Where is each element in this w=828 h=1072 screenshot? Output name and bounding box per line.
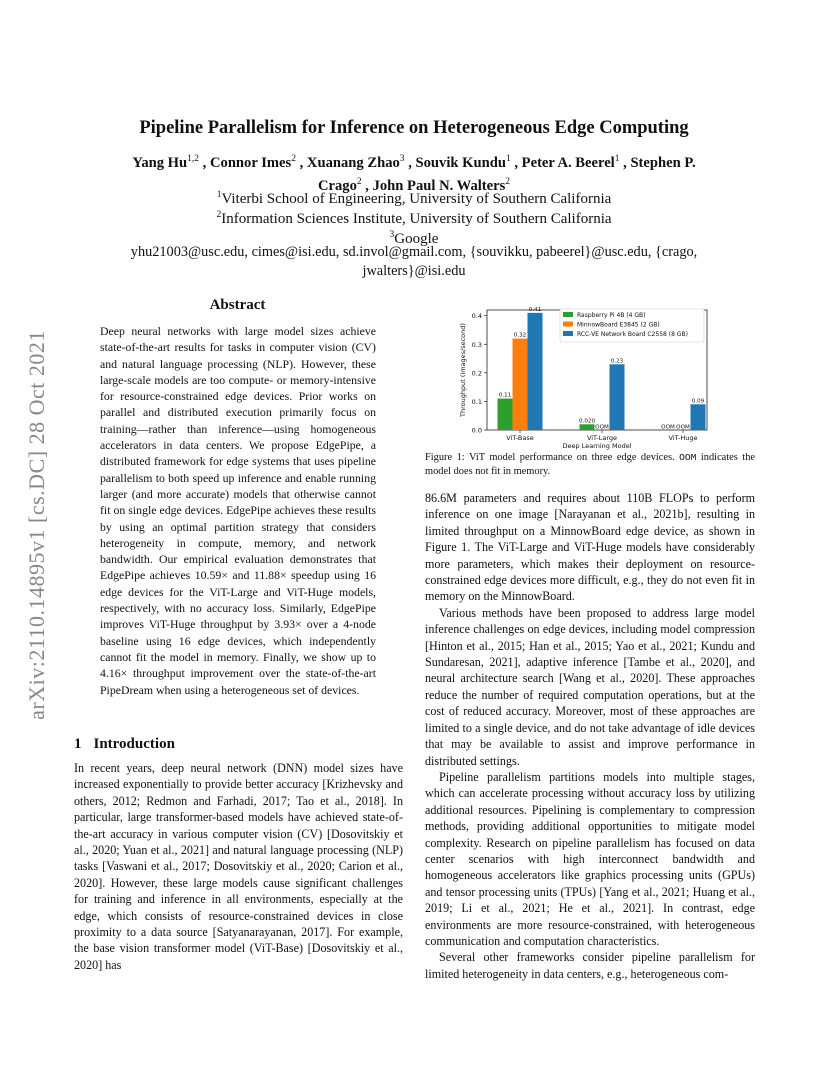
bar-value-label: 0.11	[498, 392, 512, 399]
bar-value-label: 0.32	[513, 332, 527, 339]
author: Connor Imes	[209, 154, 292, 171]
affiliation-text: Viterbi School of Engineering, University of Southern California	[221, 191, 612, 207]
author-line-2: Crago$^2$ , John Paul N. Walters$^2$	[317, 176, 511, 194]
author: Crago	[317, 177, 357, 194]
legend-swatch	[563, 322, 573, 327]
right-column	[425, 490, 755, 982]
bar	[691, 404, 706, 430]
y-tick-label: 0.0	[471, 426, 482, 435]
section-heading	[74, 736, 175, 753]
legend-swatch	[563, 312, 573, 317]
abstract-body: Deep neural networks with large model sizes achieve state-of-the-art results for tasks in computer vision (CV) and natural language processing (NLP). However, these large-scale models are too compute- or memory-intensive for resource-constrained edge devices. Prior works on parallel and distributed execution primarily focus on training—rather than inference—using homogeneous accelerators in data centers. We propose EdgePipe, a distributed framework for edge systems that uses pipeline parallelism to both speed up inference and enable running larger (and more accurate) models that otherwise cannot fit on single edge devices. EdgePipe achieves these results by using an optimal partition strategy that considers heterogeneity in compute, memory, and network bandwidth. Our empirical evaluation demonstrates that EdgePipe achieves 10.59× and 11.88× speedup using 16 edge devices for the ViT-Large and ViT-Huge models, respectively, with no accuracy loss. Similarly, EdgePipe improves ViT-Huge throughput by 3.93× over a 4-node baseline using 16 edge devices, which independently cannot fit the model in memory. Finally, we show up to 4.16× throughput improvement over the state-of-the-art PipeDream when using a heterogeneous set of devices.	[100, 324, 376, 697]
affiliation-mark: 1	[216, 190, 222, 200]
x-axis-label: Deep Learning Model	[562, 442, 632, 450]
author-affiliation-mark: 2	[291, 154, 296, 164]
affiliation-mark: 2	[216, 210, 222, 220]
caption-text: indicates the model does not fit in memory.	[425, 452, 755, 477]
bar	[513, 339, 528, 430]
author: Yang Hu	[132, 154, 188, 171]
arxiv-identifier: arXiv:2110.14895v1 [cs.DC] 28 Oct 2021	[24, 330, 49, 720]
y-tick-label: 0.3	[471, 340, 482, 349]
y-tick-label: 0.1	[471, 397, 482, 406]
section-number: 1	[74, 736, 82, 752]
figure-caption	[425, 451, 755, 479]
legend-label: MinnowBoard E3845 (2 GB)	[577, 321, 660, 329]
author-emails	[74, 243, 754, 281]
email-line: yhu21003@usc.edu, cimes@isi.edu, sd.invol@gmail.com, {souvikku, pabeerel}@usc.edu, {crago,	[130, 244, 698, 260]
bar	[580, 424, 595, 430]
x-tick-label: ViT-Huge	[668, 434, 698, 442]
author-affiliation-mark: 1	[505, 154, 511, 164]
author-affiliation-mark: 3	[399, 154, 405, 164]
legend-label: RCC-VE Network Board C2558 (8 GB)	[577, 331, 688, 338]
bar-oom-label: OOM	[676, 424, 690, 431]
author: Stephen P.	[630, 154, 696, 171]
y-axis-label: Throughput (images/second)	[459, 323, 467, 417]
chart-legend	[560, 309, 704, 342]
y-tick-label: 0.4	[471, 312, 482, 321]
legend-label: Raspberry Pi 4B (4 GB)	[577, 312, 646, 319]
bar-value-label: 0.41	[528, 306, 542, 313]
author-affiliation-mark: 1,2	[187, 154, 200, 164]
affiliation-mark: 3	[389, 230, 395, 240]
paragraph: Pipeline parallelism partitions models into multiple stages, which can accelerate processing without accuracy loss by utilizing additional resources. Pipelining is complementary to compression methods, providing additional opportunities to mitigate model complexity. Research on pipeline parallelism has focused on data center scenarios with high interconnect bandwidth and homogeneous accelerators like graphics processing units (GPUs) and tensor processing units (TPUs) [Yang et al., 2021; Huang et al., 2019; Li et al., 2021; He et al., 2021]. In contrast, edge environments are more resource-constrained, with heterogeneous communication and computation characteristics.	[425, 769, 755, 948]
paragraph: Several other frameworks consider pipeline parallelism for limited heterogeneity in data centers, e.g., heterogeneous com-	[425, 950, 755, 981]
affiliation-text: Google	[394, 231, 439, 247]
x-tick-label: ViT-Base	[506, 434, 534, 442]
paragraph: In recent years, deep neural network (DNN) model sizes have increased exponentially to provide better accuracy [Krizhevsky and others, 2012; Redmon and Farhadi, 2017; Tao et al., 2018]. In particular, large transformer-based models have achieved state-of-the-art accuracy in various computer vision (CV) [Dosovitskiy et al., 2020; Yuan et al., 2021] and natural language processing (NLP) tasks [Vaswani et al., 2017; Dosovitskiy et al., 2020; Carion et al., 2020]. However, these large models cause significant challenges for training and inference in all environments, especially at the edge, which consists of resource-constrained devices in close proximity to a data source [Satyanarayanan, 2017]. For example, the base vision transformer model (ViT-Base) [Dosovitskiy et al., 2020] has	[74, 761, 403, 972]
author-line-1: Yang Hu$^{1,2}$ , Connor Imes$^2$ , Xuanang Zhao$^3$ , Souvik Kundu$^1$ , Peter A. Beerel$^1$ , Stephen P.	[132, 154, 696, 171]
author-affiliation-mark: 2	[356, 176, 362, 187]
legend-swatch	[563, 331, 573, 336]
author: Xuanang Zhao	[306, 154, 400, 171]
email-line: jwalters}@isi.edu	[362, 263, 466, 279]
bar	[528, 313, 543, 430]
author: Peter A. Beerel	[521, 154, 615, 171]
caption-text: Figure 1: ViT model performance on three edge devices.	[425, 452, 680, 463]
section-title: Introduction	[93, 736, 175, 752]
author-affiliation-mark: 2	[505, 176, 511, 187]
y-tick-label: 0.2	[471, 369, 482, 378]
x-tick-label: ViT-Large	[586, 434, 618, 442]
bar-oom-label: OOM	[595, 424, 609, 431]
bar-value-label: 0.09	[691, 398, 705, 405]
affiliation-text: Information Sciences Institute, University of Southern California	[221, 211, 612, 227]
intro-column	[74, 760, 403, 973]
throughput-bar-chart	[455, 302, 725, 452]
caption-code: OOM	[679, 452, 697, 463]
paragraph: 86.6M parameters and requires about 110B FLOPs to perform inference on one image [Narayanan et al., 2021b], resulting in limited throughput on a MinnowBoard edge device, as shown in Figure 1. The ViT-Large and ViT-Huge models have considerably more parameters, which makes their deployment on resource-constrained edge devices more difficult, e.g., they do not even fit in memory on the MinnowBoard.	[425, 491, 755, 604]
bar-value-label: 0.23	[610, 358, 624, 365]
author-affiliation-mark: 1	[614, 154, 620, 164]
author: John Paul N. Walters	[372, 177, 506, 194]
paper-title: Pipeline Parallelism for Inference on Heterogeneous Edge Computing	[139, 118, 689, 138]
bar-oom-label: OOM	[661, 424, 675, 431]
bar-value-label: 0.020	[578, 418, 596, 425]
bar	[610, 364, 625, 430]
arxiv-sidebar	[20, 290, 54, 760]
abstract-heading: Abstract	[209, 297, 266, 313]
author: Souvik Kundu	[415, 154, 506, 171]
bar	[498, 399, 513, 430]
paragraph: Various methods have been proposed to address large model inference challenges on edge devices, including model compression [Hinton et al., 2015; Han et al., 2015; Yao et al., 2021; Kundu and Sundaresan, 2021], adaptive inference [Tambe et al., 2020], and neural architecture search [Wang et al., 2020]. These approaches reduce the number of required computation operations, but at the cost of reduced accuracy. Moreover, most of these approaches are limited to a single device, and do not take advantage of idle devices that may be available to assist and improve performance in distributed settings.	[425, 605, 755, 768]
